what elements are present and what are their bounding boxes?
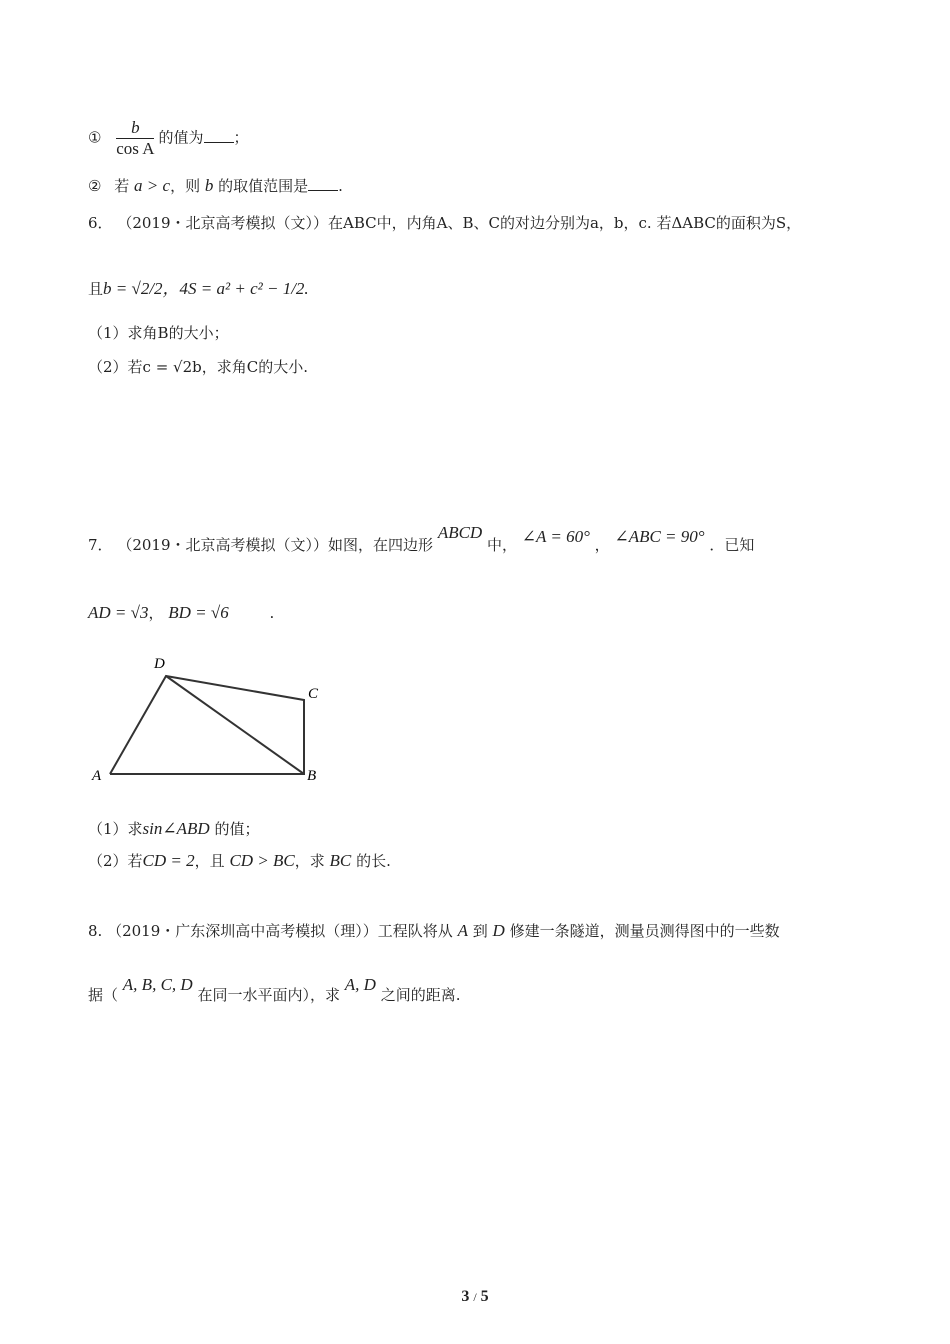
line2-a: 据（ xyxy=(88,986,119,1004)
points-abcd: A, B, C, D xyxy=(122,975,193,994)
question-8-line-1 xyxy=(88,920,780,941)
sub2-var: b xyxy=(204,176,214,195)
part2-bc: BC xyxy=(329,851,352,870)
quadrilateral-name: ABCD xyxy=(437,523,483,542)
given-ad: AD = √3 xyxy=(88,603,149,622)
point-d: D xyxy=(492,921,505,940)
answer-blank xyxy=(308,178,338,191)
question-number: 8. xyxy=(88,922,103,940)
part2-prefix: （2）若 xyxy=(88,852,143,870)
circled-1: ① xyxy=(88,128,102,147)
part2-mid: ，且 xyxy=(194,852,225,870)
question-source: （2019・北京高考模拟（文）） xyxy=(117,214,329,232)
page-number xyxy=(0,1288,950,1306)
question-number: 7． xyxy=(88,536,113,554)
question-6-header xyxy=(88,212,801,233)
label-d: D xyxy=(154,656,165,672)
given-bd: BD = √6 xyxy=(168,603,229,622)
condition-formula: b = √2/2，4S = a² + c² − 1/2. xyxy=(103,279,309,298)
question-text-c: ．已知 xyxy=(709,536,755,554)
separator: ， xyxy=(594,536,610,554)
question-7-header xyxy=(88,523,755,555)
part2-cond: CD > BC xyxy=(229,851,295,870)
sub-question-1 xyxy=(88,118,249,159)
label-a: A xyxy=(92,768,102,784)
given-end: . xyxy=(269,604,275,622)
question-7-part-2 xyxy=(88,850,391,871)
question-text-b: 中， xyxy=(486,536,517,554)
angle-a: ∠A = 60° xyxy=(521,527,590,546)
question-6-part-2: （2）若c = √2b，求角C的大小. xyxy=(88,358,308,376)
line2-c: 之间的距离. xyxy=(380,986,461,1004)
condition-prefix: 且 xyxy=(88,280,104,298)
question-6-part-1: （1）求角B的大小； xyxy=(88,324,229,342)
part2-suffix: 的长. xyxy=(356,852,391,870)
line2-b: 在同一水平面内），求 xyxy=(197,986,340,1004)
point-a: A xyxy=(457,921,468,940)
question-6-condition xyxy=(88,274,309,299)
label-c: C xyxy=(308,686,319,702)
part1-suffix: 的值； xyxy=(214,820,260,838)
question-7-given: AD = √3， BD = √6 . xyxy=(88,603,275,622)
points-ad: A, D xyxy=(344,975,376,994)
total-pages: 5 xyxy=(480,1288,489,1305)
sub2-text-after: 的取值范围是 xyxy=(218,177,309,195)
sub2-condition: a > c xyxy=(134,176,171,195)
part2-cd: CD = 2 xyxy=(142,851,195,870)
quadrilateral-figure xyxy=(88,650,348,790)
question-source: （2019・北京高考模拟（文）） xyxy=(117,536,329,554)
question-8-line-2 xyxy=(88,975,461,1005)
part1-expr: sin∠ABD xyxy=(142,819,210,838)
current-page: 3 xyxy=(461,1288,470,1305)
question-number: 6． xyxy=(88,214,113,232)
answer-blank xyxy=(204,130,234,143)
question-text: 如图，在四边形 xyxy=(328,536,434,554)
question-text-b: 到 xyxy=(472,922,488,940)
sub1-text: 的值为 xyxy=(158,128,204,147)
quad-outline xyxy=(110,676,304,774)
page-separator: / xyxy=(473,1290,477,1304)
sub-question-2 xyxy=(88,175,343,196)
label-b: B xyxy=(307,768,317,784)
part1-prefix: （1）求 xyxy=(88,820,143,838)
question-text: 在ABC中，内角A、B、C的对边分别为a，b，c. 若ΔABC的面积为S， xyxy=(328,214,802,232)
question-source: （2019・广东深圳高中高考模拟（理）） xyxy=(107,922,378,940)
diagonal-bd xyxy=(166,676,304,774)
question-text: 工程队将从 xyxy=(377,922,453,940)
angle-abc: ∠ABC = 90° xyxy=(614,527,705,546)
question-text-c: 修建一条隧道，测量员测得图中的一些数 xyxy=(509,922,780,940)
fraction-b-over-cosA: $\frac{b}{\text{cos A}}$ xyxy=(116,118,155,158)
circled-2: ② xyxy=(88,177,102,195)
sub2-text-mid: ，则 xyxy=(170,177,201,195)
sub1-end: ； xyxy=(233,128,249,147)
sub2-text: 若 xyxy=(114,177,130,195)
part2-mid2: ，求 xyxy=(294,852,325,870)
sub2-end: . xyxy=(338,177,343,195)
question-7-part-1 xyxy=(88,818,259,839)
